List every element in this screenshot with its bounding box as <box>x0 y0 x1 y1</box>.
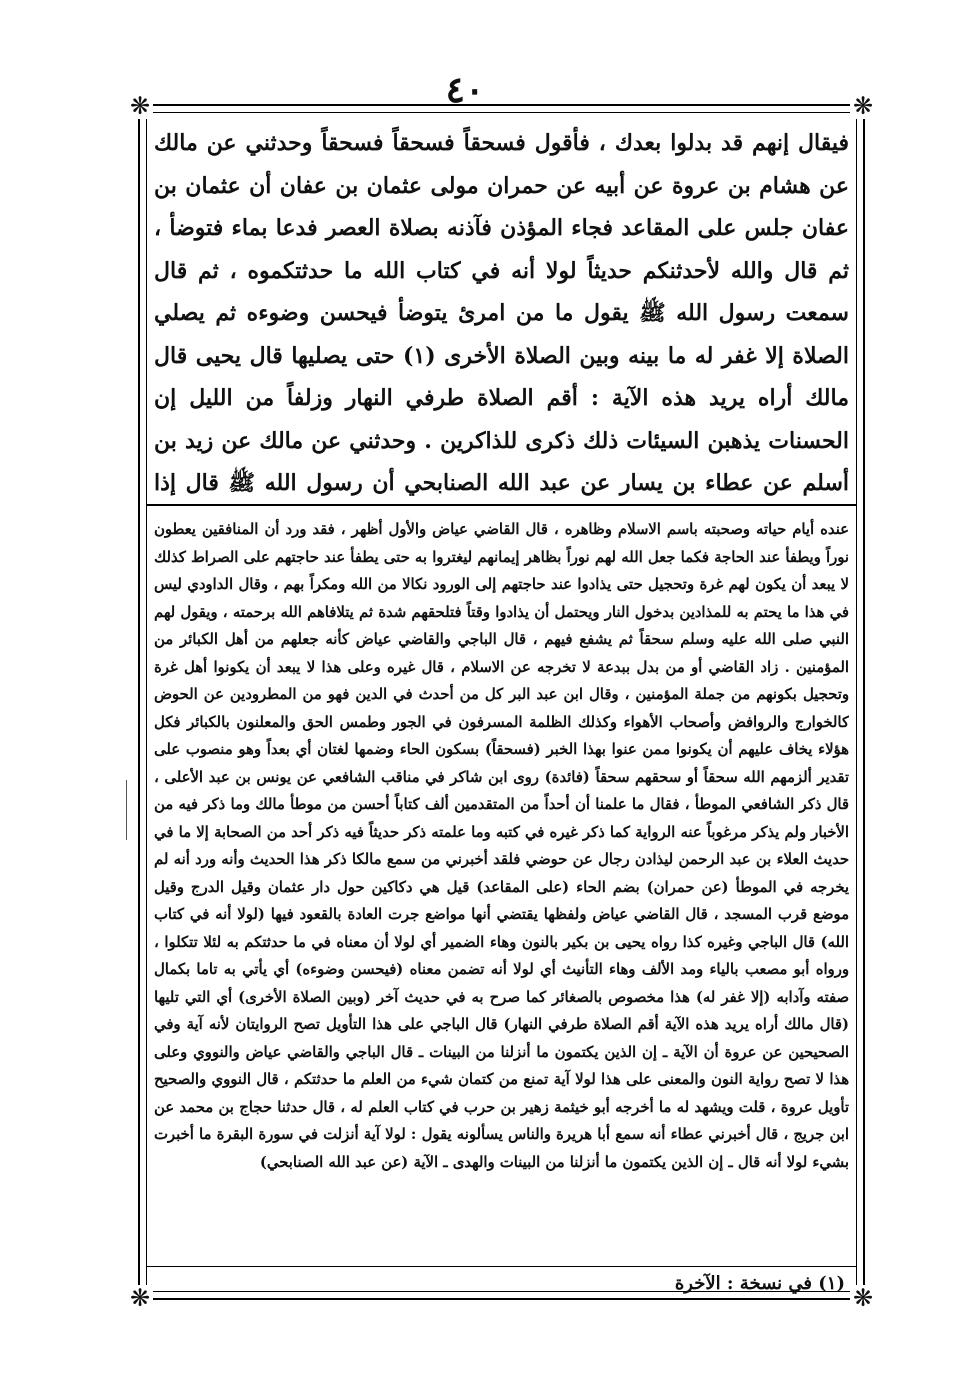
page-number: ٤٠ <box>445 69 485 111</box>
hadith-main-text: فيقال إنهم قد بدلوا بعدك ، فأقول فسحقاً فسحقاً فسحقاً وحدثني عن مالك عن هشام بن عروة عن أبيه عن حمران مولى عثمان بن عفان أن عثمان بن عفان جلس على المقاعد فجاء المؤذن فآذنه بصلاة العصر فدعا بماء فتوضأ ، ثم قال والله لأحدثنكم حديثاً لولا أنه في كتاب الله ما حدثتكموه ، ثم قال سمعت رسول الله ﷺ يقول ما من امرئ يتوضأ فيحسن وضوءه ثم يصلي الصلاة إلا غفر له ما بينه وبين الصلاة الأخرى (١) حتى يصليها قال يحيى قال مالك أراه يريد هذه الآية : أقم الصلاة طرفي النهار وزلفاً من الليل إن الحسنات يذهبن السيئات ذلك ذكرى للذاكرين . وحدثني عن مالك عن زيد بن أسلم عن عطاء بن يسار عن عبد الله الصنابحي أن رسول الله ﷺ قال إذا <box>154 130 849 496</box>
page-frame <box>129 92 874 1312</box>
commentary-text: عنده أيام حياته وصحبته باسم الاسلام وظاهره ، قال القاضي عياض والأول أظهر ، فقد ورد أن المنافقين يعطون نوراً ويطفأ عند الحاجة فكما جعل الله لهم نوراً بظاهر إيمانهم ليغتروا به حتى يطفأ عند حاجتهم على الصراط كذلك لا يبعد أن يكون لهم غرة وتحجيل حتى يذادوا عند حاجتهم إلى الورود نكالا من الله ومكراً بهم ، وقال الداودي ليس في هذا ما يحتم به للمذادين بدخول النار ويحتمل أن يذادوا وقتاً فتلحقهم شدة ثم يتلافاهم الله برحمته ، ويقول لهم النبي صلى الله عليه وسلم سحقاً ثم يشفع فيهم ، قال الباجي والقاضي عياض كأنه جعلهم من أهل الكبائر من المؤمنين . زاد القاضي أو من بدل ببدعة لا تخرجه عن الاسلام ، قال غيره وعلى هذا لا يبعد أن يكونوا أهل غرة وتحجيل بكونهم من جملة المؤمنين ، وقال ابن عبد البر كل من أحدث في الدين فهو من المطرودين عن الحوض كالخوارج والروافض وأصحاب الأهواء وكذلك الظلمة المسرفون في الجور وطمس الحق والمعلنون بالكبائر فكل هؤلاء يخاف عليهم أن يكونوا ممن عنوا بهذا الخبر (فسحقاً) بسكون الحاء وضمها لغتان أي بعداً وهو منصوب على تقدير ألزمهم الله سحقاً أو سحقهم سحقاً (فائدة) روى ابن شاكر في مناقب الشافعي عن يونس بن عبد الأعلى ، قال ذكر الشافعي الموطأ ، فقال ما علمنا أن أحداً من المتقدمين ألف كتاباً أحسن من موطأ مالك وما ذكر فيه من الأخبار ولم يذكر مرغوباً عنه الرواية كما ذكر غيره في كتبه وما علمته ذكر حديثاً فيه ذكر أحد من الصحابة إلا ما في حديث العلاء بن عبد الرحمن ليذادن رجال عن حوضي فلقد أخبرني من سمع مالكا ذكر هذا الحديث وأنه ورد أنه لم يخرجه في الموطأ (عن حمران) بضم الحاء (على المقاعد) قيل هي دكاكين حول دار عثمان وقيل الدرج وقيل موضع قرب المسجد ، قال القاضي عياض ولفظها يقتضي أنها مواضع جرت العادة بالقعود فيها (لولا أنه في كتاب الله) قال الباجي وغيره كذا رواه يحيى بن بكير بالنون وهاء الضمير أي لولا أن معناه في ما حدثتكم به لئلا تتكلوا ، ورواه أبو مصعب بالياء ومد الألف وهاء التأنيث أي لولا أنه تضمن معناه (فيحسن وضوءه) أي يأتي به تاما بكمال صفته وآدابه (إلا غفر له) هذا مخصوص بالصغائر كما صرح به في حديث آخر (وبين الصلاة الأخرى) أي التي تليها (قال مالك أراه يريد هذه الآية أقم الصلاة طرفي النهار) قال الباجي على هذا التأويل تصح الروايتان لأنه آية وفي الصحيحين عن عروة أن الآية ـ إن الذين يكتمون ما أنزلنا من البينات ـ قال الباجي والقاضي عياض والنووي وعلى هذا لا تصح رواية النون والمعنى على هذا لولا آية تمنع من كتمان شيء من العلم ما حدثتكم ، قال النووي والصحيح تأويل عروة ، قلت ويشهد له ما أخرجه أبو خيثمة زهير بن حرب في كتاب العلم له ، قال حدثنا حجاج بن محمد عن ابن جريج ، قال أخبرني عطاء أنه سمع أبا هريرة والناس يسألونه يقول : لولا آية أنزلت في سورة البقرة ما أخبرت بشيء لولا أنه قال ـ إن الذين يكتمون ما أنزلنا من البينات والهدى ـ الآية (عن عبد الله الصنابحي) <box>154 521 849 1171</box>
corner-ornament-icon: ❋ <box>127 93 153 119</box>
footnote-divider <box>146 1266 857 1267</box>
corner-ornament-icon: ❋ <box>850 93 876 119</box>
footnote: (١) في نسخة : الآخرة <box>674 1273 845 1294</box>
margin-line <box>126 780 133 840</box>
corner-ornament-icon: ❋ <box>127 1285 153 1311</box>
corner-ornament-icon: ❋ <box>850 1285 876 1311</box>
section-divider <box>146 504 857 506</box>
